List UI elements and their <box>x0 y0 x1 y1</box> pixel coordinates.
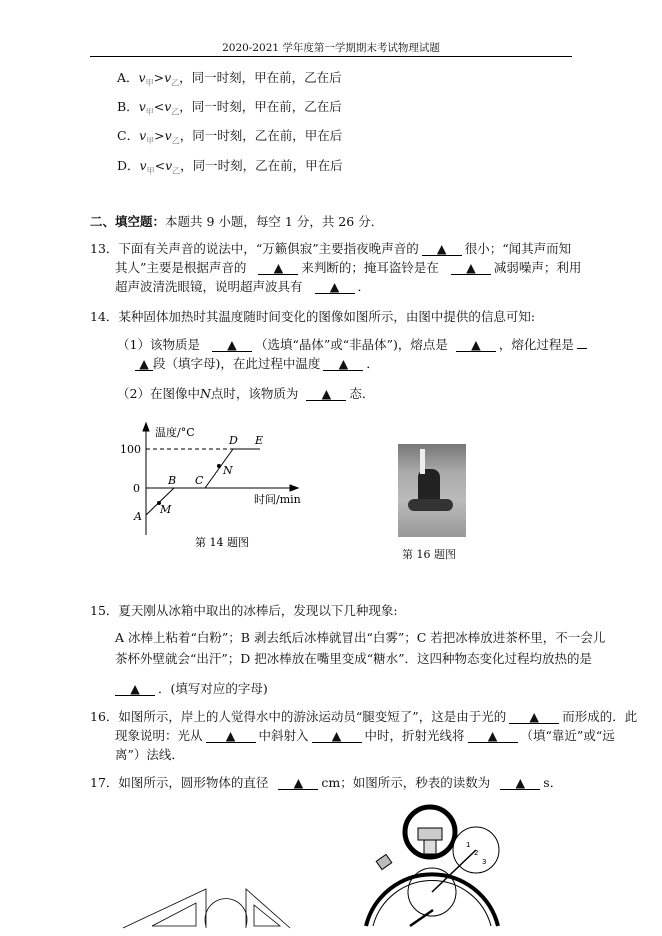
answer-blank[interactable]: ▲ <box>258 261 298 275</box>
y-axis-label: 温度/°C <box>155 426 195 439</box>
answer-blank[interactable]: ▲ <box>212 338 252 352</box>
answer-blank[interactable]: ▲ <box>451 261 491 275</box>
answer-blank[interactable]: ▲ <box>456 338 496 352</box>
y-tick-0: 0 <box>133 482 140 495</box>
page-header: 2020-2021 学年度第一学期期末考试物理试题 <box>222 42 440 54</box>
answer-blank[interactable]: ▲ <box>323 357 363 371</box>
svg-text:3: 3 <box>482 858 487 866</box>
option-c: C．$v_甲>v_乙$，同一时刻，乙在前，甲在后 <box>117 128 343 146</box>
svg-text:N: N <box>223 464 233 477</box>
svg-text:D: D <box>229 434 238 447</box>
answer-blank[interactable]: ▲ <box>278 776 318 790</box>
answer-blank[interactable]: ▲ <box>422 242 462 256</box>
answer-blank[interactable]: ▲ <box>135 357 153 371</box>
svg-text:C: C <box>195 474 204 487</box>
svg-text:B: B <box>168 474 177 487</box>
answer-blank[interactable]: ▲ <box>306 387 346 401</box>
question-17: 17．如图所示，圆形物体的直径 ▲ cm；如图所示，秒表的读数为 ▲ s． <box>90 775 563 790</box>
stopwatch-case <box>366 874 498 926</box>
svg-text:M: M <box>160 503 172 516</box>
stopwatch-button <box>376 854 392 869</box>
figure-14-caption: 第 14 题图 <box>195 536 249 549</box>
answer-blank[interactable]: ▲ <box>500 776 540 790</box>
svg-text:1: 1 <box>466 841 471 849</box>
stopwatch-crown <box>418 828 442 840</box>
answer-blank[interactable]: ▲ <box>312 729 362 743</box>
answer-blank[interactable]: ▲ <box>115 682 155 696</box>
y-tick-100: 100 <box>120 443 141 456</box>
answer-blank[interactable]: ▲ <box>509 710 559 724</box>
svg-text:2: 2 <box>474 849 479 857</box>
option-b: B．$v_甲<v_乙$，同一时刻，甲在前，乙在后 <box>117 99 342 117</box>
stopwatch-stem <box>424 840 436 854</box>
svg-text:E: E <box>255 434 264 447</box>
section-2-heading: 二、填空题：本题共 9 小题，每空 1 分，共 26 分． <box>90 214 384 229</box>
answer-blank[interactable]: ▲ <box>315 280 355 294</box>
answer-blank[interactable]: ▲ <box>468 729 518 743</box>
option-d: D．$v_甲<v_乙$，同一时刻，乙在前，甲在后 <box>117 158 343 176</box>
svg-text:A: A <box>134 510 142 523</box>
figure-16-caption: 第 16 题图 <box>402 548 456 561</box>
option-a: A．$v_甲>v_乙$，同一时刻，甲在前，乙在后 <box>117 70 342 88</box>
x-axis-label: 时间/min <box>254 493 301 506</box>
answer-blank[interactable]: ▲ <box>206 729 256 743</box>
